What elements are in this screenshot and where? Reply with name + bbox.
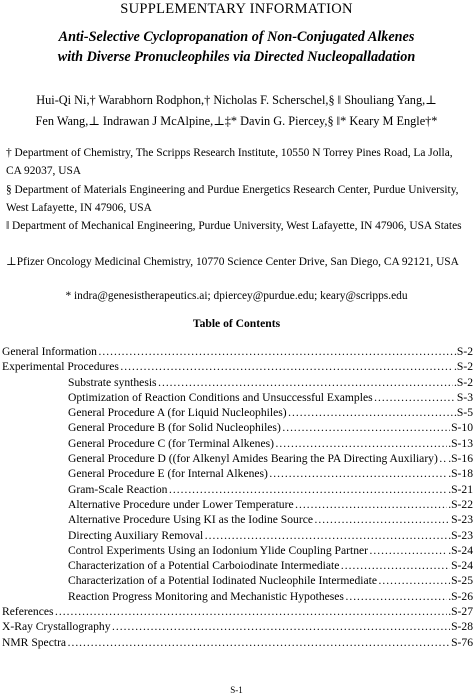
corresponding-emails: * indra@genesistherapeutics.ai; dpiercey@purdue.edu; keary@scripps.edu bbox=[65, 290, 408, 302]
author-line-2: Fen Wang,⊥ Indrawan J McAlpine,⊥‡* Davin G. Piercey,§ ‖* Keary M Engle†* bbox=[35, 114, 438, 128]
toc-entry[interactable] bbox=[2, 420, 473, 435]
toc-entry[interactable] bbox=[2, 375, 473, 390]
toc-entry-label: Alternative Procedure Using KI as the Iodine Source bbox=[68, 513, 314, 527]
toc-entry-page: S-76 bbox=[451, 635, 473, 649]
toc-leader-dots bbox=[120, 359, 453, 374]
toc-entry[interactable] bbox=[2, 466, 473, 481]
author-line-1: Hui-Qi Ni,† Warabhorn Rodphon,† Nicholas F. Scherschel,§ ‖ Shouliang Yang,⊥ bbox=[36, 93, 437, 107]
toc-entry[interactable] bbox=[2, 619, 473, 634]
toc-entry[interactable] bbox=[2, 390, 473, 405]
toc-entry-page: .S-18 bbox=[448, 467, 473, 481]
author-list bbox=[6, 90, 467, 132]
toc-entry-page: S-24 bbox=[451, 559, 473, 573]
toc-entry[interactable] bbox=[2, 405, 473, 420]
paper-title bbox=[6, 27, 467, 67]
toc-leader-dots bbox=[98, 344, 453, 359]
toc-entry[interactable] bbox=[2, 573, 473, 588]
affiliation-scripps: † Department of Chemistry, The Scripps Research Institute, 10550 N Torrey Pines Road, La Jolla, CA 92037, USA bbox=[6, 147, 453, 177]
toc-entry-page: .S-2 bbox=[453, 360, 473, 374]
toc-entry-label: Substrate synthesis bbox=[68, 375, 157, 389]
affiliation-pfizer: ⊥Pfizer Oncology Medicinal Chemistry, 10770 Science Center Drive, San Diego, CA 92121, USA bbox=[6, 256, 459, 268]
toc-entry-page: .S-2 bbox=[453, 345, 473, 358]
toc-entry-label: References bbox=[2, 605, 54, 619]
toc-entry-page: S-25 bbox=[451, 574, 473, 588]
toc-entry-label: Characterization of a Potential Iodinated Nucleophile Intermediate bbox=[68, 574, 378, 588]
toc-leader-dots bbox=[204, 528, 447, 543]
toc-entry-label: General Procedure A (for Liquid Nucleophiles) bbox=[68, 406, 287, 420]
toc-title: Table of Contents bbox=[192, 317, 281, 330]
toc-entry-label: Gram-Scale Reaction bbox=[68, 482, 168, 496]
toc-leader-dots bbox=[158, 375, 453, 390]
supplementary-header: SUPPLEMENTARY INFORMATION bbox=[120, 1, 353, 17]
toc-entry-label: Control Experiments Using an Iodonium Ylide Coupling Partner bbox=[68, 543, 369, 557]
toc-entry[interactable] bbox=[2, 451, 473, 466]
toc-entry[interactable] bbox=[2, 436, 473, 451]
toc-entry-page: .S-26 bbox=[448, 589, 473, 603]
toc-leader-dots bbox=[55, 604, 448, 619]
toc-leader-dots bbox=[275, 436, 447, 451]
toc-leader-dots bbox=[439, 451, 447, 466]
toc-entry[interactable] bbox=[2, 635, 473, 650]
toc-leader-dots bbox=[314, 512, 450, 527]
toc-leader-dots bbox=[168, 482, 447, 497]
title-line-1-rest: -Selective Cyclopropanation of Non-Conjugated Alkenes bbox=[83, 29, 415, 45]
toc-leader-dots bbox=[295, 497, 448, 512]
toc-entry-label: NMR Spectra bbox=[2, 635, 67, 649]
toc-leader-dots bbox=[288, 405, 453, 420]
toc-leader-dots bbox=[67, 635, 450, 650]
toc-entry-label: Optimization of Reaction Conditions and Unsuccessful Examples bbox=[68, 390, 373, 404]
toc-entry-page: .S-5 bbox=[453, 406, 473, 420]
toc-entry[interactable] bbox=[2, 604, 473, 619]
toc-entry-label: X-Ray Crystallography bbox=[2, 620, 111, 634]
toc-entry-label: Directing Auxiliary Removal bbox=[68, 528, 204, 542]
toc-entry-page: S-23 bbox=[451, 513, 473, 527]
toc-entry-page: S-3 bbox=[456, 390, 473, 404]
title-italic-prefix: Anti bbox=[58, 29, 84, 45]
toc-entry-label: Alternative Procedure under Lower Temperature bbox=[68, 497, 294, 511]
toc-leader-dots bbox=[340, 558, 450, 573]
toc-entry[interactable] bbox=[2, 589, 473, 604]
page-number: S-1 bbox=[230, 685, 243, 695]
toc-leader-dots bbox=[369, 543, 447, 558]
toc-entry-label: General Procedure D ((for Alkenyl Amides Bearing the PA Directing Auxiliary) bbox=[68, 452, 438, 466]
table-of-contents bbox=[2, 344, 473, 650]
title-line-1 bbox=[6, 27, 467, 47]
toc-entry[interactable] bbox=[2, 528, 473, 543]
toc-entry[interactable] bbox=[2, 359, 473, 374]
toc-entry[interactable] bbox=[2, 344, 473, 359]
toc-entry-page: .S-21 bbox=[448, 482, 473, 496]
toc-entry-label: General Procedure C (for Terminal Alkenes) bbox=[68, 436, 274, 450]
title-line-2: with Diverse Pronucleophiles via Directed Nucleopalladation bbox=[57, 49, 416, 65]
toc-entry-label: Reaction Progress Monitoring and Mechanistic Hypotheses bbox=[68, 589, 344, 603]
toc-entry-page: .S-13 bbox=[448, 436, 473, 450]
toc-entry-label: Characterization of a Potential Carboiodinate Intermediate bbox=[68, 559, 340, 573]
affiliation-purdue-materials: § Department of Materials Engineering and Purdue Energetics Research Center, Purdue University, West Lafayette, IN 47906, USA bbox=[6, 184, 459, 214]
toc-leader-dots bbox=[269, 466, 447, 481]
toc-leader-dots bbox=[374, 390, 456, 405]
toc-entry-page: .S-22 bbox=[448, 497, 473, 511]
toc-entry-label: General Procedure E (for Internal Alkenes) bbox=[68, 467, 268, 481]
toc-entry-page: .S-2 bbox=[453, 375, 473, 389]
toc-entry-page: .S-27 bbox=[448, 605, 473, 619]
toc-entry-page: S-28 bbox=[451, 620, 473, 634]
toc-entry-page: .S-16 bbox=[448, 452, 473, 466]
toc-leader-dots bbox=[282, 420, 450, 435]
toc-entry[interactable] bbox=[2, 512, 473, 527]
toc-entry-page: .S-24 bbox=[448, 543, 473, 557]
toc-leader-dots bbox=[112, 619, 451, 634]
toc-leader-dots bbox=[378, 573, 450, 588]
toc-entry-page: .S-23 bbox=[448, 528, 473, 542]
toc-entry[interactable] bbox=[2, 543, 473, 558]
toc-entry-page: S-10 bbox=[451, 421, 473, 435]
toc-entry[interactable] bbox=[2, 482, 473, 497]
toc-entry-label: General Information bbox=[2, 345, 97, 358]
toc-leader-dots bbox=[345, 589, 447, 604]
toc-entry-label: General Procedure B (for Solid Nucleophiles) bbox=[68, 421, 281, 435]
toc-entry-label: Experimental Procedures bbox=[2, 360, 119, 374]
toc-entry[interactable] bbox=[2, 497, 473, 512]
affiliation-purdue-mechanical: ‖ Department of Mechanical Engineering, Purdue University, West Lafayette, IN 47906, USA States bbox=[6, 220, 462, 232]
toc-entry[interactable] bbox=[2, 558, 473, 573]
